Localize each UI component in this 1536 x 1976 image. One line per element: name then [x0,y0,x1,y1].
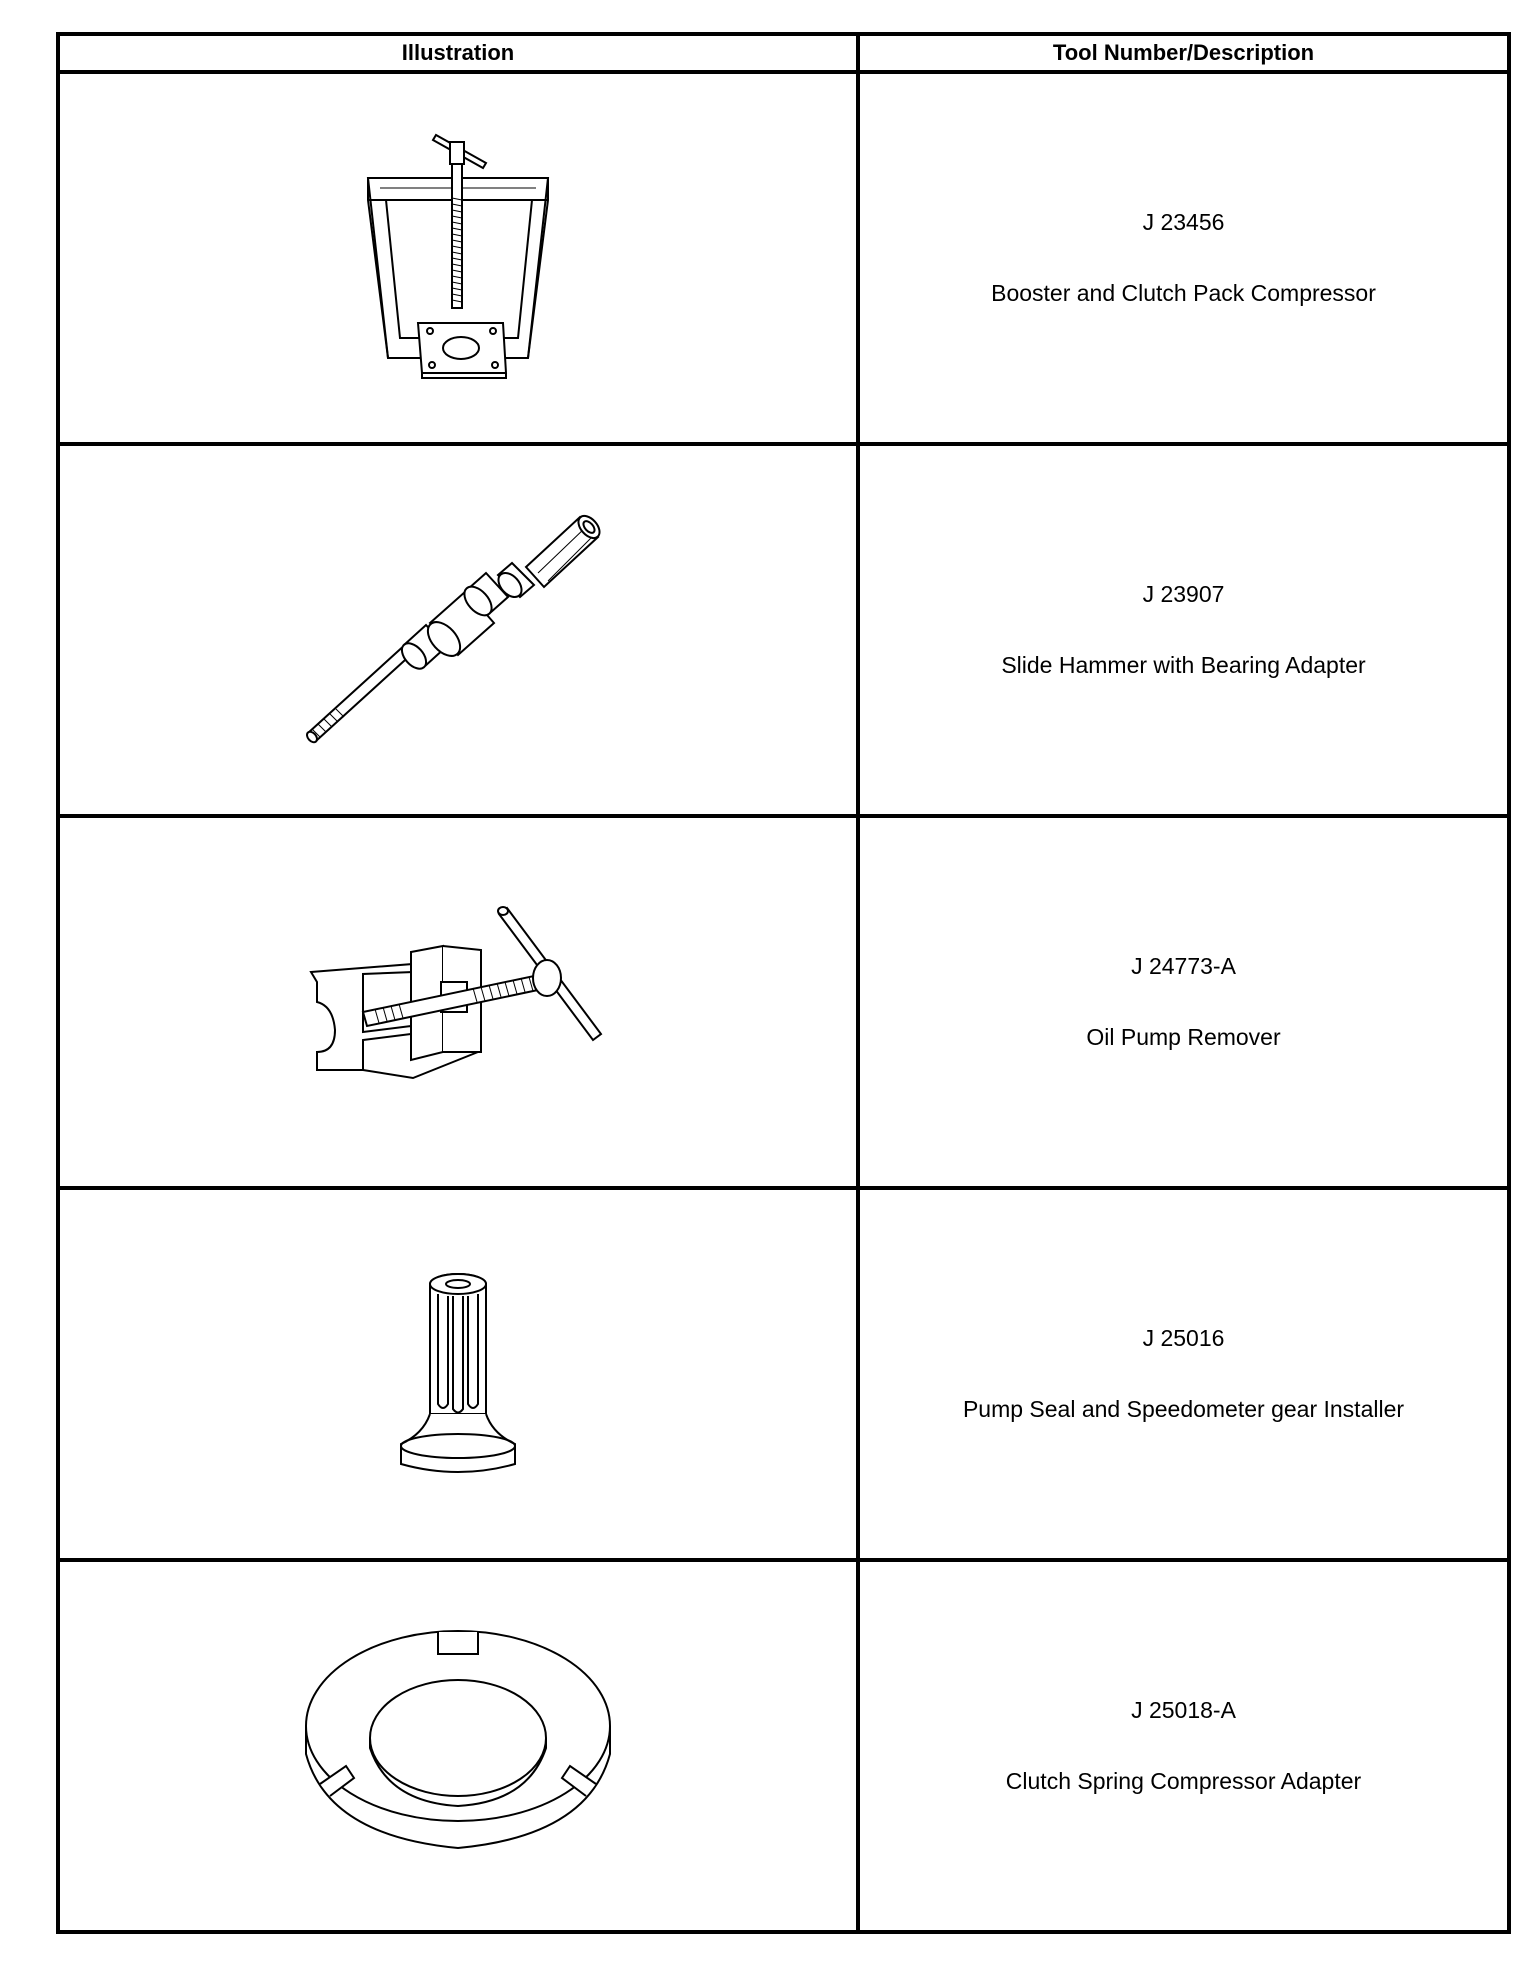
description-cell [858,444,1509,816]
clutch-pack-compressor-illustration [328,128,588,388]
tool-description: Slide Hammer with Bearing Adapter [1001,652,1366,678]
tool-description: Clutch Spring Compressor Adapter [1005,1768,1362,1794]
special-tools-table [56,32,1511,1934]
illustration-cell [58,1560,858,1932]
header-tool-description: Tool Number/Description [858,34,1509,72]
illustration-cell [58,444,858,816]
table-row [58,816,1509,1188]
illustration-cell [58,816,858,1188]
table-header-row [58,34,1509,72]
table-row [58,1188,1509,1560]
description-cell [858,816,1509,1188]
illustration-cell [58,1188,858,1560]
tool-description: Pump Seal and Speedometer gear Installer [962,1396,1405,1422]
seal-installer-illustration [393,1264,523,1484]
tool-description: Booster and Clutch Pack Compressor [991,280,1376,306]
header-illustration: Illustration [58,34,858,72]
description-cell [858,1560,1509,1932]
description-cell [858,72,1509,444]
tool-number: J 23907 [1142,581,1225,607]
illustration-cell [58,72,858,444]
tool-number: J 25018-A [1131,1697,1236,1723]
description-cell [858,1188,1509,1560]
table-row [58,72,1509,444]
spring-compressor-adapter-illustration [298,1626,618,1866]
tool-number: J 24773-A [1131,953,1236,979]
tool-description: Oil Pump Remover [1086,1024,1281,1050]
tool-number: J 23456 [1142,209,1225,235]
oil-pump-remover-illustration [303,902,613,1102]
table-row [58,444,1509,816]
slide-hammer-illustration [298,505,618,755]
tool-number: J 25016 [1142,1325,1225,1351]
table-row [58,1560,1509,1932]
